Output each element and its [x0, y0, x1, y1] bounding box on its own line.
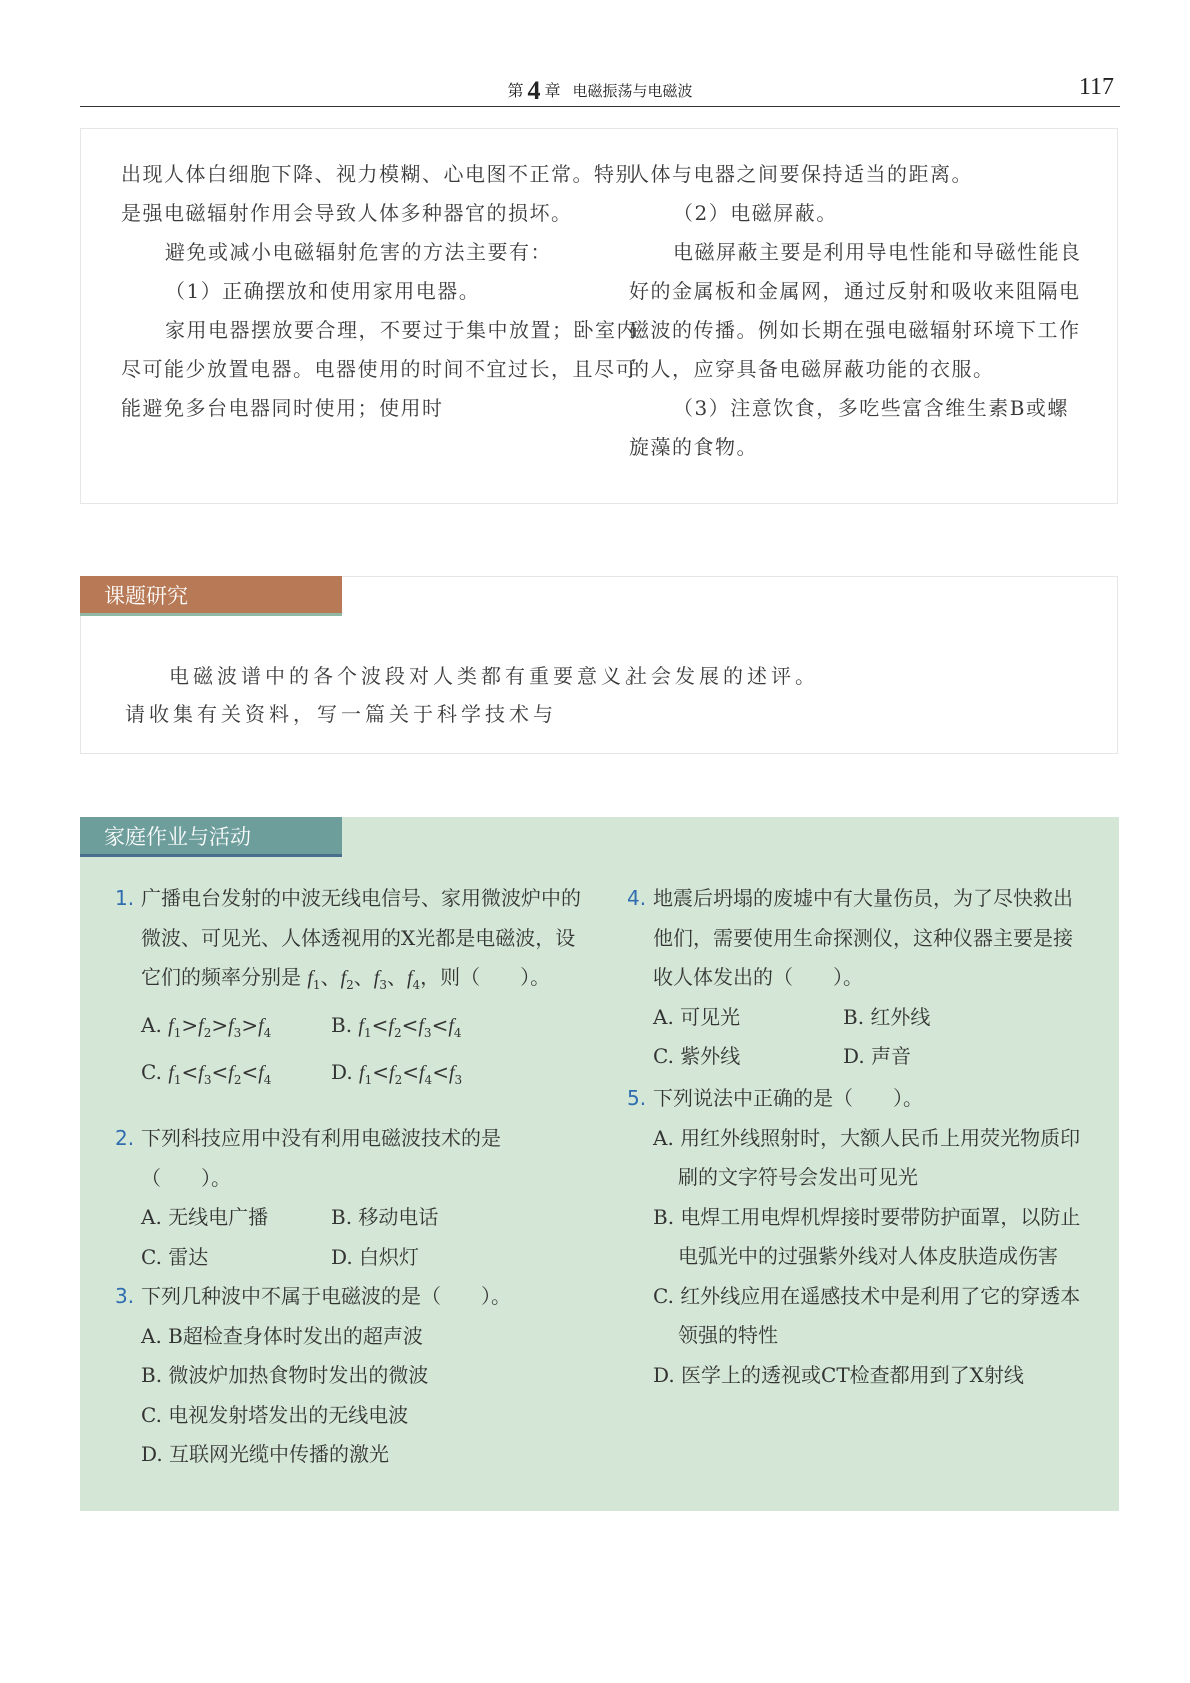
option-row	[141, 1238, 581, 1278]
question-text: 广播电台发射的中波无线电信号、家用微波炉中的微波、可见光、人体透视用的X光都是电磁波，设它们的频率分别是 $f_1$、$f_2$、$f_3$、$f_4$，则（ ）。	[141, 886, 581, 992]
option-a[interactable]: A. B超检查身体时发出的超声波	[141, 1323, 423, 1348]
chapter-heading	[80, 76, 1120, 106]
question-number: 2.	[115, 1126, 135, 1150]
right-column	[629, 155, 1085, 467]
option-b[interactable]: B. 红外线	[843, 1004, 931, 1029]
paragraph: 电磁波谱中的各个波段对人类都有重要意义。请收集有关资料，写一篇关于科学技术与	[125, 664, 649, 726]
question-number: 5.	[627, 1086, 647, 1110]
option-a[interactable]: A. 可见光	[653, 1004, 741, 1029]
question-tail: ，则（ ）。	[420, 965, 551, 989]
option-d[interactable]: D. 声音	[843, 1044, 912, 1068]
option-c[interactable]: C. 紫外线	[653, 1044, 741, 1068]
question-1	[115, 879, 581, 1101]
option-row	[141, 1198, 581, 1238]
paragraph: （1）正确摆放和使用家用电器。	[165, 279, 481, 303]
option-row	[141, 1053, 581, 1101]
option-letter: A.	[141, 1012, 162, 1037]
option-d[interactable]: D. 互联网光缆中传播的激光	[141, 1442, 390, 1466]
option-a[interactable]: A. $f_1>f_2>f_3>f_4$	[141, 1012, 272, 1040]
question-number: 3.	[115, 1284, 135, 1308]
paragraph: 出现人体白细胞下降、视力模糊、心电图不正常。特别是强电磁辐射作用会导致人体多种器官的损坏。	[121, 162, 637, 225]
option-letter: B.	[331, 1012, 353, 1037]
question-text: 地震后坍塌的废墟中有大量伤员，为了尽快救出他们，需要使用生命探测仪，这种仪器主要是接收人体发出的（ ）。	[653, 886, 1073, 989]
question-stem: 广播电台发射的中波无线电信号、家用微波炉中的微波、可见光、人体透视用的X光都是电磁波，设它们的频率分别是	[141, 886, 581, 989]
option-b[interactable]: B. 移动电话	[331, 1205, 439, 1229]
option-c[interactable]: C. $f_1<f_3<f_2<f_4$	[141, 1060, 272, 1087]
research-right-column	[627, 657, 1083, 695]
paragraph: （2）电磁屏蔽。	[673, 201, 838, 225]
chapter-number: 4	[527, 76, 541, 105]
chapter-prefix: 第	[507, 81, 524, 100]
option-d[interactable]: D. 医学上的透视或CT检查都用到了X射线	[653, 1362, 1024, 1387]
page-number: 117	[1078, 74, 1114, 100]
paragraph: （3）注意饮食，多吃些富含维生素B或螺旋藻的食物。	[629, 396, 1069, 459]
option-c[interactable]: C. 红外线应用在遥感技术中是利用了它的穿透本领强的特性	[653, 1283, 1081, 1347]
page-header	[80, 74, 1120, 107]
paragraph: 人体与电器之间要保持适当的距离。	[629, 162, 973, 186]
paragraph: 电磁屏蔽主要是利用导电性能和导磁性能良好的金属板和金属网，通过反射和吸收来阻隔电磁波的传播。例如长期在强电磁辐射环境下工作的人，应穿具备电磁屏蔽功能的衣服。	[629, 240, 1082, 381]
option-c[interactable]: C. 雷达	[141, 1244, 209, 1269]
option-b[interactable]: B. $f_1<f_2<f_3<f_4$	[331, 1012, 462, 1040]
paragraph: 避免或减小电磁辐射危害的方法主要有：	[165, 240, 552, 264]
option-a[interactable]: A. 用红外线照射时，大额人民币上用荧光物质印刷的文字符号会发出可见光	[653, 1125, 1081, 1189]
question-text: 下列科技应用中没有利用电磁波技术的是（ ）。	[141, 1126, 501, 1190]
question-2	[115, 1119, 581, 1277]
option-d[interactable]: D. 白炽灯	[331, 1244, 420, 1269]
question-text: 下列说法中正确的是（ ）。	[653, 1086, 923, 1110]
body-text-box	[80, 128, 1118, 504]
paragraph: 社会发展的述评。	[627, 664, 819, 688]
homework-section-title: 家庭作业与活动	[80, 817, 342, 857]
question-4	[627, 879, 1085, 1077]
question-3	[115, 1277, 581, 1475]
option-b[interactable]: B. 电焊工用电焊机焊接时要带防护面罩，以防止电弧光中的过强紫外线对人体皮肤造成伤害	[653, 1204, 1081, 1268]
research-left-column	[125, 657, 655, 733]
option-row	[653, 998, 1085, 1038]
question-text: 下列几种波中不属于电磁波的是（ ）。	[141, 1284, 511, 1308]
option-c[interactable]: C. 电视发射塔发出的无线电波	[141, 1402, 409, 1427]
question-5	[627, 1079, 1085, 1395]
paragraph: 家用电器摆放要合理，不要过于集中放置；卧室内尽可能少放置电器。电器使用的时间不宜过长，且尽可能避免多台电器同时使用；使用时	[121, 318, 638, 420]
option-a[interactable]: A. 无线电广播	[141, 1205, 269, 1229]
chapter-title: 电磁振荡与电磁波	[572, 82, 693, 100]
question-number: 1.	[115, 886, 135, 910]
research-section-title: 课题研究	[80, 576, 342, 616]
question-number: 4.	[627, 886, 647, 910]
option-d[interactable]: D. $f_1<f_2<f_4<f_3$	[331, 1060, 463, 1087]
left-column	[121, 155, 651, 428]
option-row	[653, 1037, 1085, 1077]
chapter-suffix: 章	[544, 81, 561, 100]
option-row	[141, 1006, 581, 1054]
option-letter: D.	[331, 1060, 353, 1084]
option-b[interactable]: B. 微波炉加热食物时发出的微波	[141, 1363, 429, 1387]
option-letter: C.	[141, 1060, 162, 1084]
